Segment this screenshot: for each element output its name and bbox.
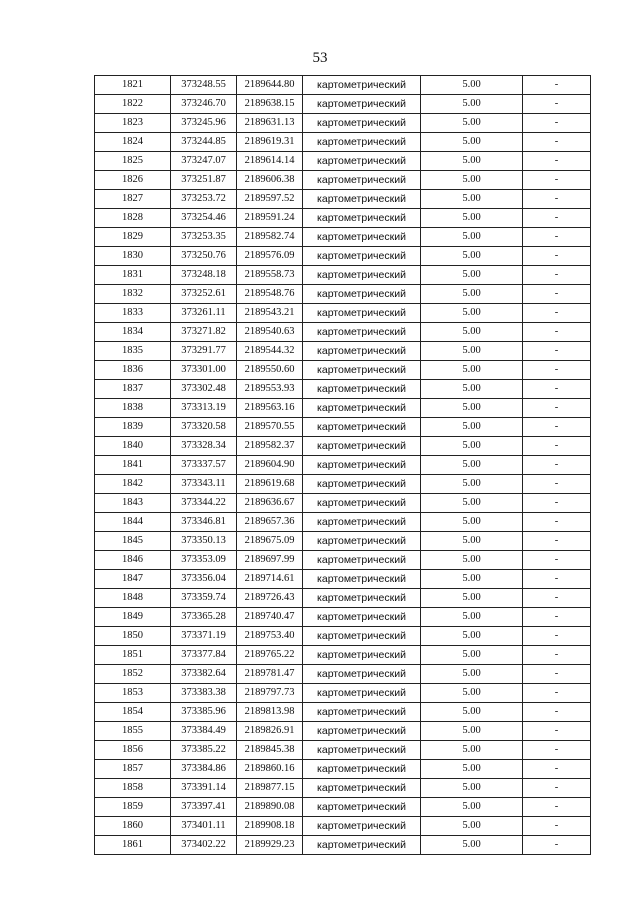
table-row <box>95 304 591 323</box>
x-coordinate-cell: 373350.13 <box>171 532 237 551</box>
method-cell: картометрический <box>303 95 421 114</box>
note-cell: - <box>523 665 591 684</box>
point-number-cell: 1859 <box>95 798 171 817</box>
method-cell: картометрический <box>303 646 421 665</box>
x-coordinate-cell: 373401.11 <box>171 817 237 836</box>
y-coordinate-cell: 2189553.93 <box>237 380 303 399</box>
point-number-cell: 1842 <box>95 475 171 494</box>
method-cell: картометрический <box>303 228 421 247</box>
accuracy-cell: 5.00 <box>421 722 523 741</box>
method-cell: картометрический <box>303 551 421 570</box>
accuracy-cell: 5.00 <box>421 323 523 342</box>
accuracy-cell: 5.00 <box>421 171 523 190</box>
note-cell: - <box>523 532 591 551</box>
method-cell: картометрический <box>303 133 421 152</box>
accuracy-cell: 5.00 <box>421 95 523 114</box>
accuracy-cell: 5.00 <box>421 418 523 437</box>
x-coordinate-cell: 373359.74 <box>171 589 237 608</box>
point-number-cell: 1822 <box>95 95 171 114</box>
note-cell: - <box>523 266 591 285</box>
y-coordinate-cell: 2189606.38 <box>237 171 303 190</box>
y-coordinate-cell: 2189697.99 <box>237 551 303 570</box>
note-cell: - <box>523 836 591 855</box>
y-coordinate-cell: 2189540.63 <box>237 323 303 342</box>
x-coordinate-cell: 373271.82 <box>171 323 237 342</box>
x-coordinate-cell: 373291.77 <box>171 342 237 361</box>
point-number-cell: 1826 <box>95 171 171 190</box>
method-cell: картометрический <box>303 570 421 589</box>
table-row <box>95 285 591 304</box>
y-coordinate-cell: 2189591.24 <box>237 209 303 228</box>
y-coordinate-cell: 2189631.13 <box>237 114 303 133</box>
x-coordinate-cell: 373353.09 <box>171 551 237 570</box>
x-coordinate-cell: 373328.34 <box>171 437 237 456</box>
method-cell: картометрический <box>303 114 421 133</box>
y-coordinate-cell: 2189582.74 <box>237 228 303 247</box>
note-cell: - <box>523 760 591 779</box>
x-coordinate-cell: 373382.64 <box>171 665 237 684</box>
table-row <box>95 76 591 95</box>
point-number-cell: 1835 <box>95 342 171 361</box>
y-coordinate-cell: 2189845.38 <box>237 741 303 760</box>
method-cell: картометрический <box>303 817 421 836</box>
x-coordinate-cell: 373251.87 <box>171 171 237 190</box>
x-coordinate-cell: 373252.61 <box>171 285 237 304</box>
accuracy-cell: 5.00 <box>421 399 523 418</box>
x-coordinate-cell: 373344.22 <box>171 494 237 513</box>
y-coordinate-cell: 2189826.91 <box>237 722 303 741</box>
method-cell: картометрический <box>303 627 421 646</box>
method-cell: картометрический <box>303 342 421 361</box>
point-number-cell: 1828 <box>95 209 171 228</box>
note-cell: - <box>523 779 591 798</box>
x-coordinate-cell: 373384.86 <box>171 760 237 779</box>
note-cell: - <box>523 342 591 361</box>
point-number-cell: 1858 <box>95 779 171 798</box>
y-coordinate-cell: 2189550.60 <box>237 361 303 380</box>
accuracy-cell: 5.00 <box>421 247 523 266</box>
note-cell: - <box>523 323 591 342</box>
method-cell: картометрический <box>303 836 421 855</box>
point-number-cell: 1843 <box>95 494 171 513</box>
table-row <box>95 114 591 133</box>
table-row <box>95 190 591 209</box>
point-number-cell: 1833 <box>95 304 171 323</box>
table-row <box>95 361 591 380</box>
note-cell: - <box>523 171 591 190</box>
note-cell: - <box>523 228 591 247</box>
method-cell: картометрический <box>303 456 421 475</box>
method-cell: картометрический <box>303 589 421 608</box>
y-coordinate-cell: 2189877.15 <box>237 779 303 798</box>
point-number-cell: 1855 <box>95 722 171 741</box>
y-coordinate-cell: 2189765.22 <box>237 646 303 665</box>
note-cell: - <box>523 589 591 608</box>
accuracy-cell: 5.00 <box>421 570 523 589</box>
note-cell: - <box>523 399 591 418</box>
table-row <box>95 323 591 342</box>
table-row <box>95 247 591 266</box>
x-coordinate-cell: 373371.19 <box>171 627 237 646</box>
y-coordinate-cell: 2189604.90 <box>237 456 303 475</box>
point-number-cell: 1830 <box>95 247 171 266</box>
method-cell: картометрический <box>303 532 421 551</box>
y-coordinate-cell: 2189619.31 <box>237 133 303 152</box>
accuracy-cell: 5.00 <box>421 817 523 836</box>
accuracy-cell: 5.00 <box>421 133 523 152</box>
table-row <box>95 551 591 570</box>
note-cell: - <box>523 114 591 133</box>
accuracy-cell: 5.00 <box>421 741 523 760</box>
note-cell: - <box>523 380 591 399</box>
table-row <box>95 589 591 608</box>
accuracy-cell: 5.00 <box>421 703 523 722</box>
point-number-cell: 1827 <box>95 190 171 209</box>
table-row <box>95 570 591 589</box>
y-coordinate-cell: 2189675.09 <box>237 532 303 551</box>
table-body <box>95 76 591 855</box>
method-cell: картометрический <box>303 247 421 266</box>
y-coordinate-cell: 2189563.16 <box>237 399 303 418</box>
method-cell: картометрический <box>303 513 421 532</box>
accuracy-cell: 5.00 <box>421 437 523 456</box>
y-coordinate-cell: 2189548.76 <box>237 285 303 304</box>
table-row <box>95 836 591 855</box>
x-coordinate-cell: 373261.11 <box>171 304 237 323</box>
point-number-cell: 1854 <box>95 703 171 722</box>
accuracy-cell: 5.00 <box>421 646 523 665</box>
accuracy-cell: 5.00 <box>421 494 523 513</box>
method-cell: картометрический <box>303 684 421 703</box>
point-number-cell: 1851 <box>95 646 171 665</box>
accuracy-cell: 5.00 <box>421 285 523 304</box>
x-coordinate-cell: 373301.00 <box>171 361 237 380</box>
x-coordinate-cell: 373320.58 <box>171 418 237 437</box>
table-row <box>95 209 591 228</box>
accuracy-cell: 5.00 <box>421 798 523 817</box>
y-coordinate-cell: 2189714.61 <box>237 570 303 589</box>
point-number-cell: 1837 <box>95 380 171 399</box>
table-row <box>95 665 591 684</box>
method-cell: картометрический <box>303 209 421 228</box>
method-cell: картометрический <box>303 741 421 760</box>
accuracy-cell: 5.00 <box>421 380 523 399</box>
note-cell: - <box>523 437 591 456</box>
note-cell: - <box>523 304 591 323</box>
table-row <box>95 646 591 665</box>
method-cell: картометрический <box>303 285 421 304</box>
x-coordinate-cell: 373253.35 <box>171 228 237 247</box>
y-coordinate-cell: 2189576.09 <box>237 247 303 266</box>
table-row <box>95 779 591 798</box>
point-number-cell: 1848 <box>95 589 171 608</box>
table-row <box>95 684 591 703</box>
table-row <box>95 817 591 836</box>
point-number-cell: 1860 <box>95 817 171 836</box>
x-coordinate-cell: 373402.22 <box>171 836 237 855</box>
method-cell: картометрический <box>303 665 421 684</box>
x-coordinate-cell: 373254.46 <box>171 209 237 228</box>
note-cell: - <box>523 513 591 532</box>
accuracy-cell: 5.00 <box>421 190 523 209</box>
note-cell: - <box>523 152 591 171</box>
x-coordinate-cell: 373391.14 <box>171 779 237 798</box>
note-cell: - <box>523 456 591 475</box>
method-cell: картометрический <box>303 361 421 380</box>
point-number-cell: 1836 <box>95 361 171 380</box>
point-number-cell: 1844 <box>95 513 171 532</box>
x-coordinate-cell: 373346.81 <box>171 513 237 532</box>
note-cell: - <box>523 741 591 760</box>
table-row <box>95 95 591 114</box>
accuracy-cell: 5.00 <box>421 114 523 133</box>
y-coordinate-cell: 2189597.52 <box>237 190 303 209</box>
y-coordinate-cell: 2189543.21 <box>237 304 303 323</box>
method-cell: картометрический <box>303 798 421 817</box>
accuracy-cell: 5.00 <box>421 456 523 475</box>
point-number-cell: 1861 <box>95 836 171 855</box>
table-row <box>95 513 591 532</box>
accuracy-cell: 5.00 <box>421 627 523 646</box>
x-coordinate-cell: 373385.96 <box>171 703 237 722</box>
note-cell: - <box>523 684 591 703</box>
y-coordinate-cell: 2189657.36 <box>237 513 303 532</box>
note-cell: - <box>523 76 591 95</box>
method-cell: картометрический <box>303 380 421 399</box>
method-cell: картометрический <box>303 304 421 323</box>
method-cell: картометрический <box>303 399 421 418</box>
point-number-cell: 1840 <box>95 437 171 456</box>
method-cell: картометрический <box>303 323 421 342</box>
table-row <box>95 266 591 285</box>
x-coordinate-cell: 373397.41 <box>171 798 237 817</box>
x-coordinate-cell: 373248.18 <box>171 266 237 285</box>
accuracy-cell: 5.00 <box>421 608 523 627</box>
point-number-cell: 1845 <box>95 532 171 551</box>
x-coordinate-cell: 373245.96 <box>171 114 237 133</box>
table-row <box>95 228 591 247</box>
table-row <box>95 760 591 779</box>
x-coordinate-cell: 373253.72 <box>171 190 237 209</box>
y-coordinate-cell: 2189544.32 <box>237 342 303 361</box>
x-coordinate-cell: 373244.85 <box>171 133 237 152</box>
note-cell: - <box>523 209 591 228</box>
table-row <box>95 380 591 399</box>
point-number-cell: 1841 <box>95 456 171 475</box>
method-cell: картометрический <box>303 722 421 741</box>
note-cell: - <box>523 361 591 380</box>
accuracy-cell: 5.00 <box>421 513 523 532</box>
accuracy-cell: 5.00 <box>421 551 523 570</box>
table-row <box>95 437 591 456</box>
y-coordinate-cell: 2189797.73 <box>237 684 303 703</box>
accuracy-cell: 5.00 <box>421 684 523 703</box>
table-row <box>95 722 591 741</box>
accuracy-cell: 5.00 <box>421 665 523 684</box>
point-number-cell: 1829 <box>95 228 171 247</box>
x-coordinate-cell: 373247.07 <box>171 152 237 171</box>
method-cell: картометрический <box>303 76 421 95</box>
point-number-cell: 1834 <box>95 323 171 342</box>
point-number-cell: 1825 <box>95 152 171 171</box>
accuracy-cell: 5.00 <box>421 304 523 323</box>
y-coordinate-cell: 2189860.16 <box>237 760 303 779</box>
y-coordinate-cell: 2189740.47 <box>237 608 303 627</box>
method-cell: картометрический <box>303 494 421 513</box>
x-coordinate-cell: 373246.70 <box>171 95 237 114</box>
method-cell: картометрический <box>303 190 421 209</box>
point-number-cell: 1850 <box>95 627 171 646</box>
note-cell: - <box>523 247 591 266</box>
method-cell: картометрический <box>303 475 421 494</box>
table-row <box>95 494 591 513</box>
table-row <box>95 133 591 152</box>
note-cell: - <box>523 646 591 665</box>
accuracy-cell: 5.00 <box>421 209 523 228</box>
point-number-cell: 1823 <box>95 114 171 133</box>
note-cell: - <box>523 190 591 209</box>
y-coordinate-cell: 2189582.37 <box>237 437 303 456</box>
accuracy-cell: 5.00 <box>421 760 523 779</box>
table-row <box>95 152 591 171</box>
note-cell: - <box>523 608 591 627</box>
y-coordinate-cell: 2189638.15 <box>237 95 303 114</box>
method-cell: картометрический <box>303 171 421 190</box>
accuracy-cell: 5.00 <box>421 76 523 95</box>
method-cell: картометрический <box>303 779 421 798</box>
accuracy-cell: 5.00 <box>421 589 523 608</box>
method-cell: картометрический <box>303 760 421 779</box>
point-number-cell: 1846 <box>95 551 171 570</box>
y-coordinate-cell: 2189781.47 <box>237 665 303 684</box>
note-cell: - <box>523 551 591 570</box>
note-cell: - <box>523 475 591 494</box>
x-coordinate-cell: 373385.22 <box>171 741 237 760</box>
accuracy-cell: 5.00 <box>421 779 523 798</box>
accuracy-cell: 5.00 <box>421 266 523 285</box>
x-coordinate-cell: 373356.04 <box>171 570 237 589</box>
note-cell: - <box>523 627 591 646</box>
note-cell: - <box>523 570 591 589</box>
table-row <box>95 798 591 817</box>
note-cell: - <box>523 703 591 722</box>
accuracy-cell: 5.00 <box>421 152 523 171</box>
method-cell: картометрический <box>303 418 421 437</box>
y-coordinate-cell: 2189644.80 <box>237 76 303 95</box>
point-number-cell: 1853 <box>95 684 171 703</box>
table-row <box>95 475 591 494</box>
x-coordinate-cell: 373365.28 <box>171 608 237 627</box>
note-cell: - <box>523 133 591 152</box>
y-coordinate-cell: 2189890.08 <box>237 798 303 817</box>
table-row <box>95 532 591 551</box>
table-row <box>95 703 591 722</box>
method-cell: картометрический <box>303 703 421 722</box>
note-cell: - <box>523 722 591 741</box>
y-coordinate-cell: 2189813.98 <box>237 703 303 722</box>
point-number-cell: 1824 <box>95 133 171 152</box>
accuracy-cell: 5.00 <box>421 532 523 551</box>
x-coordinate-cell: 373384.49 <box>171 722 237 741</box>
method-cell: картометрический <box>303 437 421 456</box>
x-coordinate-cell: 373383.38 <box>171 684 237 703</box>
y-coordinate-cell: 2189636.67 <box>237 494 303 513</box>
point-number-cell: 1852 <box>95 665 171 684</box>
note-cell: - <box>523 798 591 817</box>
note-cell: - <box>523 285 591 304</box>
x-coordinate-cell: 373343.11 <box>171 475 237 494</box>
table-row <box>95 608 591 627</box>
y-coordinate-cell: 2189753.40 <box>237 627 303 646</box>
x-coordinate-cell: 373250.76 <box>171 247 237 266</box>
point-number-cell: 1831 <box>95 266 171 285</box>
accuracy-cell: 5.00 <box>421 342 523 361</box>
accuracy-cell: 5.00 <box>421 836 523 855</box>
x-coordinate-cell: 373248.55 <box>171 76 237 95</box>
table-row <box>95 171 591 190</box>
note-cell: - <box>523 817 591 836</box>
note-cell: - <box>523 418 591 437</box>
method-cell: картометрический <box>303 152 421 171</box>
point-number-cell: 1849 <box>95 608 171 627</box>
x-coordinate-cell: 373302.48 <box>171 380 237 399</box>
point-number-cell: 1839 <box>95 418 171 437</box>
x-coordinate-cell: 373337.57 <box>171 456 237 475</box>
point-number-cell: 1847 <box>95 570 171 589</box>
table-row <box>95 399 591 418</box>
point-number-cell: 1838 <box>95 399 171 418</box>
accuracy-cell: 5.00 <box>421 361 523 380</box>
x-coordinate-cell: 373377.84 <box>171 646 237 665</box>
page-number: 53 <box>312 50 328 66</box>
table-row <box>95 741 591 760</box>
point-number-cell: 1821 <box>95 76 171 95</box>
point-number-cell: 1856 <box>95 741 171 760</box>
table-row <box>95 456 591 475</box>
coordinates-table <box>94 75 591 855</box>
y-coordinate-cell: 2189619.68 <box>237 475 303 494</box>
table-row <box>95 418 591 437</box>
point-number-cell: 1857 <box>95 760 171 779</box>
y-coordinate-cell: 2189570.55 <box>237 418 303 437</box>
accuracy-cell: 5.00 <box>421 228 523 247</box>
note-cell: - <box>523 95 591 114</box>
y-coordinate-cell: 2189929.23 <box>237 836 303 855</box>
point-number-cell: 1832 <box>95 285 171 304</box>
y-coordinate-cell: 2189726.43 <box>237 589 303 608</box>
x-coordinate-cell: 373313.19 <box>171 399 237 418</box>
y-coordinate-cell: 2189908.18 <box>237 817 303 836</box>
accuracy-cell: 5.00 <box>421 475 523 494</box>
y-coordinate-cell: 2189614.14 <box>237 152 303 171</box>
method-cell: картометрический <box>303 608 421 627</box>
method-cell: картометрический <box>303 266 421 285</box>
table-row <box>95 627 591 646</box>
table-row <box>95 342 591 361</box>
y-coordinate-cell: 2189558.73 <box>237 266 303 285</box>
note-cell: - <box>523 494 591 513</box>
